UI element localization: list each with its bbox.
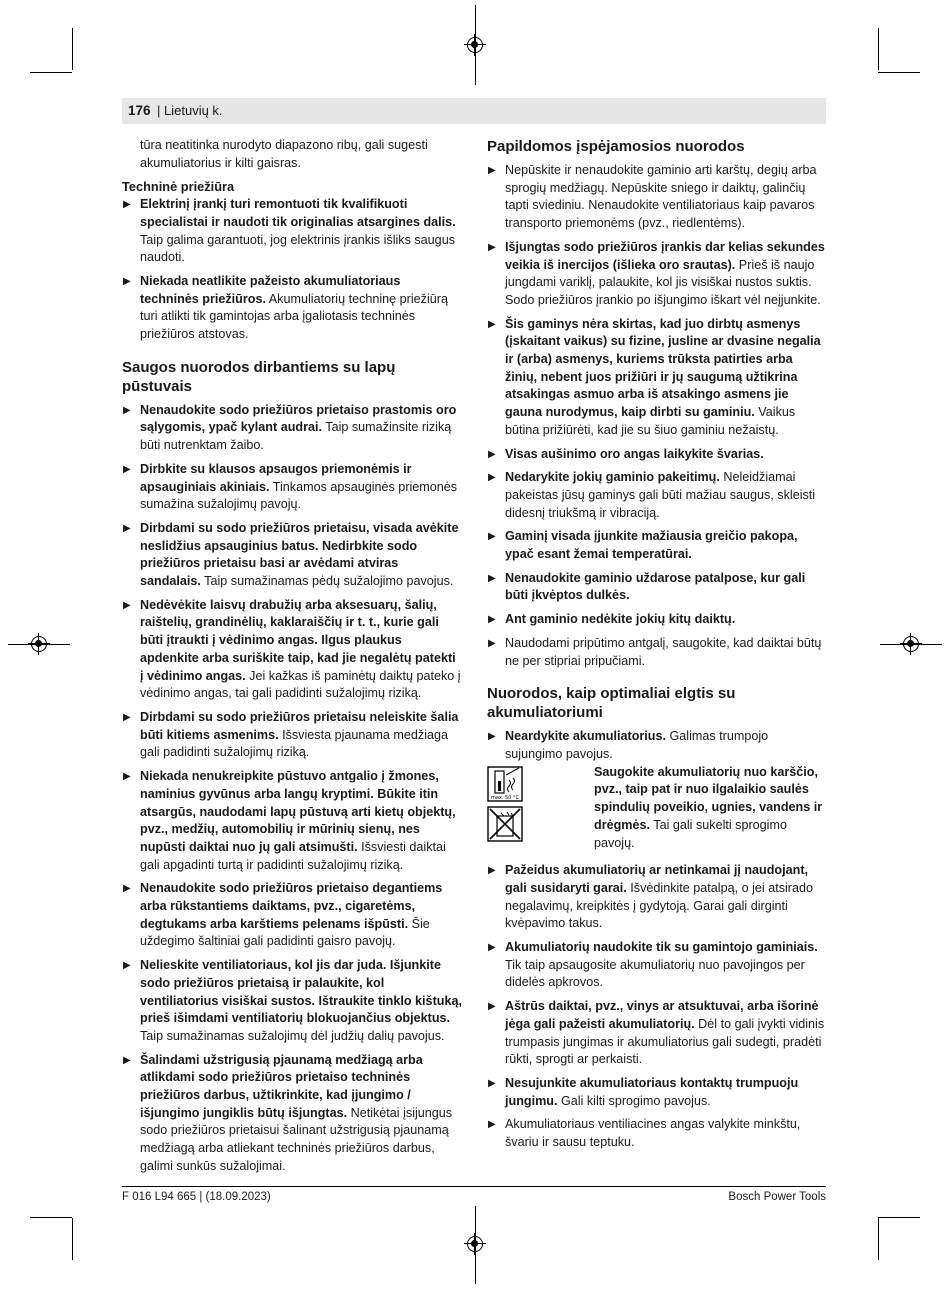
bullet-text: Vaikus būtina prižiūrėti, kad jie su šiuo gaminiu nežaistų. <box>505 405 796 437</box>
crop-mark <box>878 28 879 70</box>
bullet-arrow-icon: ▶ <box>488 472 496 484</box>
bullet-item <box>122 1052 462 1176</box>
bullet-arrow-icon: ▶ <box>488 1001 496 1013</box>
bullet-item <box>122 273 462 344</box>
bullet-text: Tinkamos apsauginės priemonės sumažina sužalojimų pavojų. <box>140 479 458 512</box>
bullet-bold-text: Nedarykite jokių gaminio pakeitimų. <box>505 470 720 485</box>
bullet-bold-text: Visas aušinimo oro angas laikykite švarias. <box>505 446 764 461</box>
bullet-text: Akumuliatorių techninę priežiūrą turi atlikti tik gamintojas arba įgaliotasis techninės priežiūros atstovas. <box>140 291 448 342</box>
battery-symbol-text <box>594 764 827 853</box>
bullet-text: Taip sumažinamas sužalojimų dėl judžių dalių pavojus. <box>140 1028 445 1043</box>
footer-doc-number: F 016 L94 665 | (18.09.2023) <box>122 1191 271 1203</box>
bullet-bold-text: Niekada nenukreipkite pūstuvo antgalio į žmones, naminius gyvūnus arba langų kryptimi. Būkite itin atsargūs, naudodami lapų pūstuvą arti kietų objektų, pvz., medžių, automobilių ir mūrinių sienų, nes nupūsti daiktai nuo jų gali atsimušti. <box>140 769 456 854</box>
header-separator: | <box>157 103 161 118</box>
bullet-bold-text: Nenaudokite sodo priežiūros prietaiso degantiems arba rūkstantiems daiktams, pvz., cigaretėms, degtukams arba karštiems pelenams išpūsti. <box>140 881 443 931</box>
bullet-bold-text: Niekada neatlikite pažeisto akumuliatoriaus techninės priežiūros. <box>140 273 401 306</box>
bullet-text: Išsviesti daiktai gali apgadinti turtą ir padidinti sužalojimų riziką. <box>140 839 446 872</box>
bullet-arrow-icon: ▶ <box>488 531 496 543</box>
crop-mark <box>30 1217 72 1218</box>
bullet-item <box>122 957 462 1046</box>
bullet-text: Netikėtai įsijungus sodo priežiūros prietaisui šalinant užstrigusią pjaunamą medžiagą arba atliekant techninės priežiūros darbus, galimi sunkūs sužalojimai. <box>140 1105 453 1173</box>
bullet-text: Išvėdinkite patalpą, o jei atsirado negalavimų, kreipkitės į gydytoją. Garai gali dirginti kvėpavimo takus. <box>505 880 814 931</box>
bullet-arrow-icon: ▶ <box>488 448 496 460</box>
bullet-item <box>122 402 462 455</box>
crop-mark <box>878 72 920 73</box>
bullet-item <box>122 880 462 951</box>
bullet-item <box>487 635 827 670</box>
registration-mark-icon <box>467 1236 483 1252</box>
battery-heading: Nuorodos, kaip optimaliai elgtis su akumuliatoriumi <box>487 685 736 722</box>
bullet-text: Prieš iš naujo jungdami variklį, palaukite, kol jis visiškai nustos suktis. Sodo priežiūros įrankio po išjungimo iškart vėl neįjunkite. <box>505 257 821 307</box>
bullet-bold-text: Elektrinį įrankį turi remontuoti tik kvalifikuoti specialistai ir naudoti tik originalias atsargines dalis. <box>140 197 456 229</box>
bullet-item <box>487 1075 827 1110</box>
bullet-arrow-icon: ▶ <box>123 404 131 416</box>
bullet-item <box>487 728 827 763</box>
bullet-arrow-icon: ▶ <box>123 883 131 895</box>
bullet-arrow-icon: ▶ <box>488 318 496 330</box>
safety-list <box>122 402 462 1176</box>
bullet-text: Taip sumažinamas pėdų sužalojimo pavojus. <box>200 574 454 589</box>
bullet-item <box>487 570 827 605</box>
left-column <box>122 137 462 1176</box>
bullet-bold-text: Ant gaminio nedėkite jokių kitų daiktų. <box>505 612 736 627</box>
registration-mark-icon <box>31 636 47 652</box>
bullet-item <box>487 611 827 629</box>
bullet-arrow-icon: ▶ <box>123 960 131 972</box>
bullet-bold-text: Nesujunkite akumuliatoriaus kontaktų trumpuoju jungimu. <box>505 1075 799 1108</box>
bullet-text: Nepūskite ir nenaudokite gaminio arti karštų, degių arba sprogių medžiagų. Nepūskite sniego ir daiktų, galinčių tapti sviediniu. Nenaudokite ventiliatoriaus kaip pavaros transporto priemonėms (pvz., riedlentėms). <box>505 163 817 231</box>
bullet-text: Akumuliatoriaus ventiliacines angas valykite minkštu, švariu ir sausu teptuku. <box>505 1117 801 1150</box>
bullet-bold-text: Nenaudokite sodo priežiūros prietaiso prastomis oro sąlygomis, ypač kylant audrai. <box>140 402 457 435</box>
bullet-item <box>487 446 827 464</box>
service-list <box>122 196 462 344</box>
bullet-item <box>122 520 462 591</box>
crop-mark <box>72 1218 73 1260</box>
bullet-text: Dėl to gali įvykti vidinis trumpasis jungimas ir akumuliatorius gali sudegti, pradėti rūkti, sprogti ar perkaisti. <box>505 1016 825 1067</box>
bullet-bold-text: Išjungtas sodo priežiūros įrankis dar kelias sekundes veikia iš inercijos (išlieka oro srautas). <box>505 239 825 272</box>
bullet-arrow-icon: ▶ <box>488 637 496 649</box>
crop-mark <box>30 72 72 73</box>
bullet-text: Tik taip apsaugosite akumuliatorių nuo pavojingos per didelės apkrovos. <box>505 957 805 990</box>
bullet-item <box>487 939 827 992</box>
bullet-arrow-icon: ▶ <box>123 1054 131 1066</box>
bullet-item <box>487 162 827 233</box>
bullet-arrow-icon: ▶ <box>123 599 131 611</box>
bullet-item <box>487 469 827 522</box>
bullet-text: Naudodami pripūtimo antgalį, saugokite, kad daiktai būtų ne per stipriai pripučiami. <box>505 635 822 668</box>
page-header <box>122 98 826 124</box>
bullet-item <box>487 239 827 310</box>
bullet-arrow-icon: ▶ <box>488 1077 496 1089</box>
bullet-arrow-icon: ▶ <box>488 865 496 877</box>
footer-brand: Bosch Power Tools <box>728 1191 826 1203</box>
language-label: Lietuvių k. <box>164 103 223 118</box>
no-water-icon <box>488 807 522 841</box>
bullet-text: Šie uždegimo šaltiniai gali padidinti gaisro pavojų. <box>140 916 430 949</box>
bullet-bold-text: Akumuliatorių naudokite tik su gamintojo gaminiais. <box>505 940 818 955</box>
bullet-item <box>122 709 462 762</box>
bullet-text: Taip sumažinsite riziką būti nutrenktam žaibo. <box>140 420 452 453</box>
warnings-list <box>487 162 827 670</box>
bullet-item <box>122 461 462 514</box>
bullet-arrow-icon: ▶ <box>488 731 496 743</box>
bullet-item <box>487 1116 827 1151</box>
battery-first-item <box>487 728 827 763</box>
bullet-item <box>487 862 827 933</box>
bullet-item <box>487 316 827 440</box>
bullet-bold-text: Neardykite akumuliatorius. <box>505 729 666 744</box>
bullet-text: Galimas trumpojo sujungimo pavojus. <box>505 729 769 761</box>
bullet-item <box>122 196 462 267</box>
bullet-bold-text: Nelieskite ventiliatoriaus, kol jis dar juda. Išjunkite sodo priežiūros prietaisą ir palaukite, kol ventiliatorius visiškai sustos. Ištraukite tinklo kištuką, prieš išimdami ventiliatorių blokuojančius objektus. <box>140 958 462 1026</box>
bullet-arrow-icon: ▶ <box>123 275 131 287</box>
crop-mark <box>72 28 73 70</box>
bullet-arrow-icon: ▶ <box>488 614 496 626</box>
bullet-text: Jei kažkas iš paminėtų daiktų pateko į vėdinimo angas, tai gali padidinti sužalojimų riziką. <box>140 668 461 701</box>
bullet-arrow-icon: ▶ <box>488 165 496 176</box>
bullet-bold-text: Pažeidus akumuliatorių ar netinkamai jį naudojant, gali susidaryti garai. <box>505 863 809 895</box>
bullet-arrow-icon: ▶ <box>123 463 131 475</box>
crop-mark <box>878 1217 920 1218</box>
bullet-bold-text: Dirbdami su sodo priežiūros prietaisu, visada avėkite neslidžius apsauginius batus. Nedirbkite sodo priežiūros prietaisu basi ar avėdami atviras sandalais. <box>140 520 459 589</box>
registration-mark-icon <box>903 636 919 652</box>
bullet-arrow-icon: ▶ <box>488 241 496 253</box>
bullet-text: Gali kilti sprogimo pavojus. <box>557 1093 711 1108</box>
page-number: 176 <box>128 103 151 118</box>
bullet-bold-text: Šis gaminys nėra skirtas, kad juo dirbtų asmenys (įskaitant vaikus) su fizine, jusline ar dvasine negalia ir (arba) asmenys, kuriems trūksta patirties arba žinių, nebent juos prižiūri ir jų saugumą užtikrina atsakingas asmuo arba iš atsakingo asmens jie gauna nurodymus, kaip dirbti su gaminiu. <box>505 316 821 420</box>
right-column <box>487 137 827 1152</box>
battery-list <box>487 862 827 1152</box>
bullet-bold-text: Nedėvėkite laisvų drabužių arba aksesuarų, šalių, raištelių, grandinėlių, kaklaraiščių ir t. t., kurie gali būti įtraukti į vėdinimo angas. Ilgus plaukus apdenkite arba suriškite taip, kad jie negalėtų patekti į vėdinimo angas. <box>140 597 456 683</box>
bullet-arrow-icon: ▶ <box>123 522 131 534</box>
footer-rule <box>122 1186 826 1187</box>
battery-symbol-block <box>487 764 827 853</box>
bullet-bold-text: Šalindami užstrigusią pjaunamą medžiagą arba atlikdami sodo priežiūros prietaiso techninės priežiūros darbus, užtikrinkite, kad įjungimo / išjungimo jungiklis būtų išjungtas. <box>140 1052 423 1120</box>
bullet-arrow-icon: ▶ <box>123 711 131 723</box>
bullet-arrow-icon: ▶ <box>488 942 496 954</box>
service-heading: Techninė priežiūra <box>122 179 235 195</box>
battery-symbol-rest: Tai gali sukelti sprogimo pavojų. <box>594 817 787 850</box>
bullet-item <box>122 768 462 874</box>
bullet-arrow-icon: ▶ <box>123 771 131 783</box>
bullet-bold-text: Dirbdami su sodo priežiūros prietaisu neleiskite šalia būti kitiems asmenims. <box>140 709 459 742</box>
warnings-heading: Papildomos įspėjamosios nuorodos <box>487 138 745 155</box>
bullet-item <box>487 998 827 1069</box>
bullet-item <box>487 528 827 563</box>
bullet-bold-text: Gaminį visada įjunkite mažiausia greičio pakopa, ypač esant žemai temperatūrai. <box>505 529 798 562</box>
bullet-text: Išsviesta pjaunama medžiaga gali padidinti sužalojimų riziką. <box>140 727 449 760</box>
intro-paragraph: tūra neatitinka nurodyto diapazono ribų, gali sugesti akumuliatorius ir kilti gaisras. <box>140 138 428 170</box>
symbol-icons <box>487 766 523 852</box>
registration-mark-icon <box>467 37 483 53</box>
thermo-label: max. 50 °C <box>490 794 520 801</box>
bullet-bold-text: Nenaudokite gaminio uždarose patalpose, kur gali būti įkvėptos dulkės. <box>505 570 806 603</box>
battery-symbol-bold: Saugokite akumuliatorių nuo karščio, pvz., taip pat ir nuo ilgalaikio saulės spindulių poveikio, ugnies, vandens ir drėgmės. <box>594 764 823 832</box>
bullet-arrow-icon: ▶ <box>488 572 496 584</box>
bullet-arrow-icon: ▶ <box>488 1119 496 1131</box>
bullet-text: Taip galima garantuoti, jog elektrinis įrankis išliks saugus naudoti. <box>140 232 455 265</box>
bullet-bold-text: Dirbkite su klausos apsaugos priemonėmis ir apsauginiais akiniais. <box>140 461 412 494</box>
safety-heading: Saugos nuorodos dirbantiems su lapų pūstuvais <box>122 358 396 395</box>
heat-warning-icon <box>487 766 523 846</box>
bullet-arrow-icon: ▶ <box>123 199 131 211</box>
crop-mark <box>878 1218 879 1260</box>
bullet-text: Neleidžiamai pakeistas jūsų gaminys gali būti mažiau saugus, skleisti didesnį triukšmą ir vibraciją. <box>505 470 816 520</box>
bullet-item <box>122 597 462 703</box>
bullet-bold-text: Aštrūs daiktai, pvz., vinys ar atsuktuvai, arba išorinė jėga gali pažeisti akumuliatorių. <box>505 999 819 1031</box>
